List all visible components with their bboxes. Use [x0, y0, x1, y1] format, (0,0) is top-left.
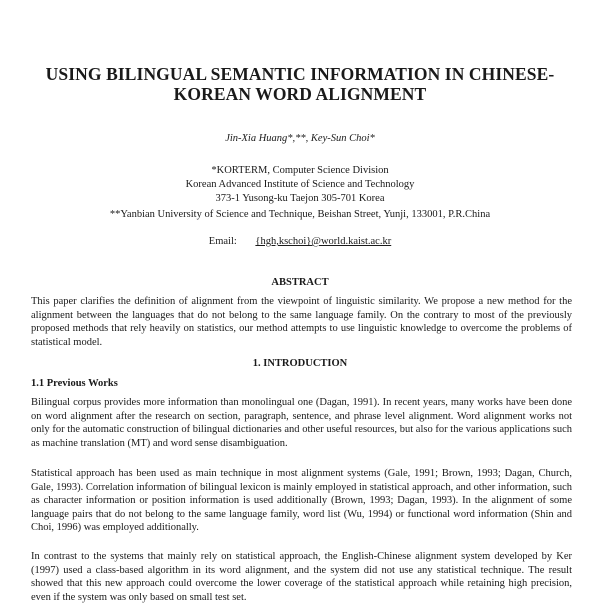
email-label: Email:: [208, 236, 237, 247]
author-list: Jin-Xia Huang*,**, Key-Sun Choi*: [225, 133, 375, 144]
paper-title: [20, 64, 580, 104]
paper-title-line-2: KOREAN WORD ALIGNMENT: [173, 84, 427, 104]
affiliation-1-line-2: Korean Advanced Institute of Science and Technology: [185, 179, 415, 190]
affiliation-1-line-3: 373-1 Yusong-ku Taejon 305-701 Korea: [215, 193, 385, 204]
affiliation-2: **Yanbian University of Science and Technique, Beishan Street, Yunji, 133001, P.R.China: [109, 209, 491, 220]
paper-title-line-1: USING BILINGUAL SEMANTIC INFORMATION IN CHINESE-: [45, 64, 555, 84]
affiliation-1-line-1: *KORTERM, Computer Science Division: [211, 165, 389, 176]
subsection-heading: 1.1 Previous Works: [31, 378, 118, 389]
email-address: {hgh,kschoi}@world.kaist.ac.kr: [255, 236, 392, 247]
body-paragraph-3: In contrast to the systems that mainly rely on statistical approach, the English-Chinese alignment system developed by Ker (1997) used a class-based algorithm in its word alignment, and the system did not use any statistical technique. The result showed that this new approach could overcome the lower coverage of the statistical approach while retaining high precision, even if the system was only based on small test set.: [31, 551, 572, 603]
body-paragraph-1: Bilingual corpus provides more information than monolingual one (Dagan, 1991). In recent years, many works have been done on word alignment after the research on section, paragraph, sentence, and phrase level alignment. Word alignment works not only for the automatic construction of bilingual dictionaries and other useful resources, but also for the various applications such as machine translation (MT) and word sense disambiguation.: [31, 397, 572, 449]
abstract-heading: ABSTRACT: [271, 277, 329, 288]
abstract-text: This paper clarifies the definition of alignment from the viewpoint of linguistic similarity. We propose a new method for the alignment between the languages that do not belong to the same language family. On the contrary to most of the previously proposed methods that rely heavily on statistics, our method attempts to use linguistic knowledge to overcome the problems of statistical model.: [31, 296, 572, 348]
introduction-heading: 1. INTRODUCTION: [252, 358, 348, 369]
email-line: [0, 236, 600, 247]
affiliation-1: [0, 164, 600, 206]
body-paragraph-2: Statistical approach has been used as main technique in most alignment systems (Gale, 1991; Brown, 1993; Dagan, Church, Gale, 1993). Correlation information of bilingual lexicon is mainly employed in statistical approach, and other information, such as character information or position information is used additionally (Brown, 1993; Dagan, 1993). In the alignment of some language pairs that do not belong to the same language family, word list (Wu, 1994) or functional word information (Shin and Choi, 1996) was employed additionally.: [31, 468, 572, 534]
